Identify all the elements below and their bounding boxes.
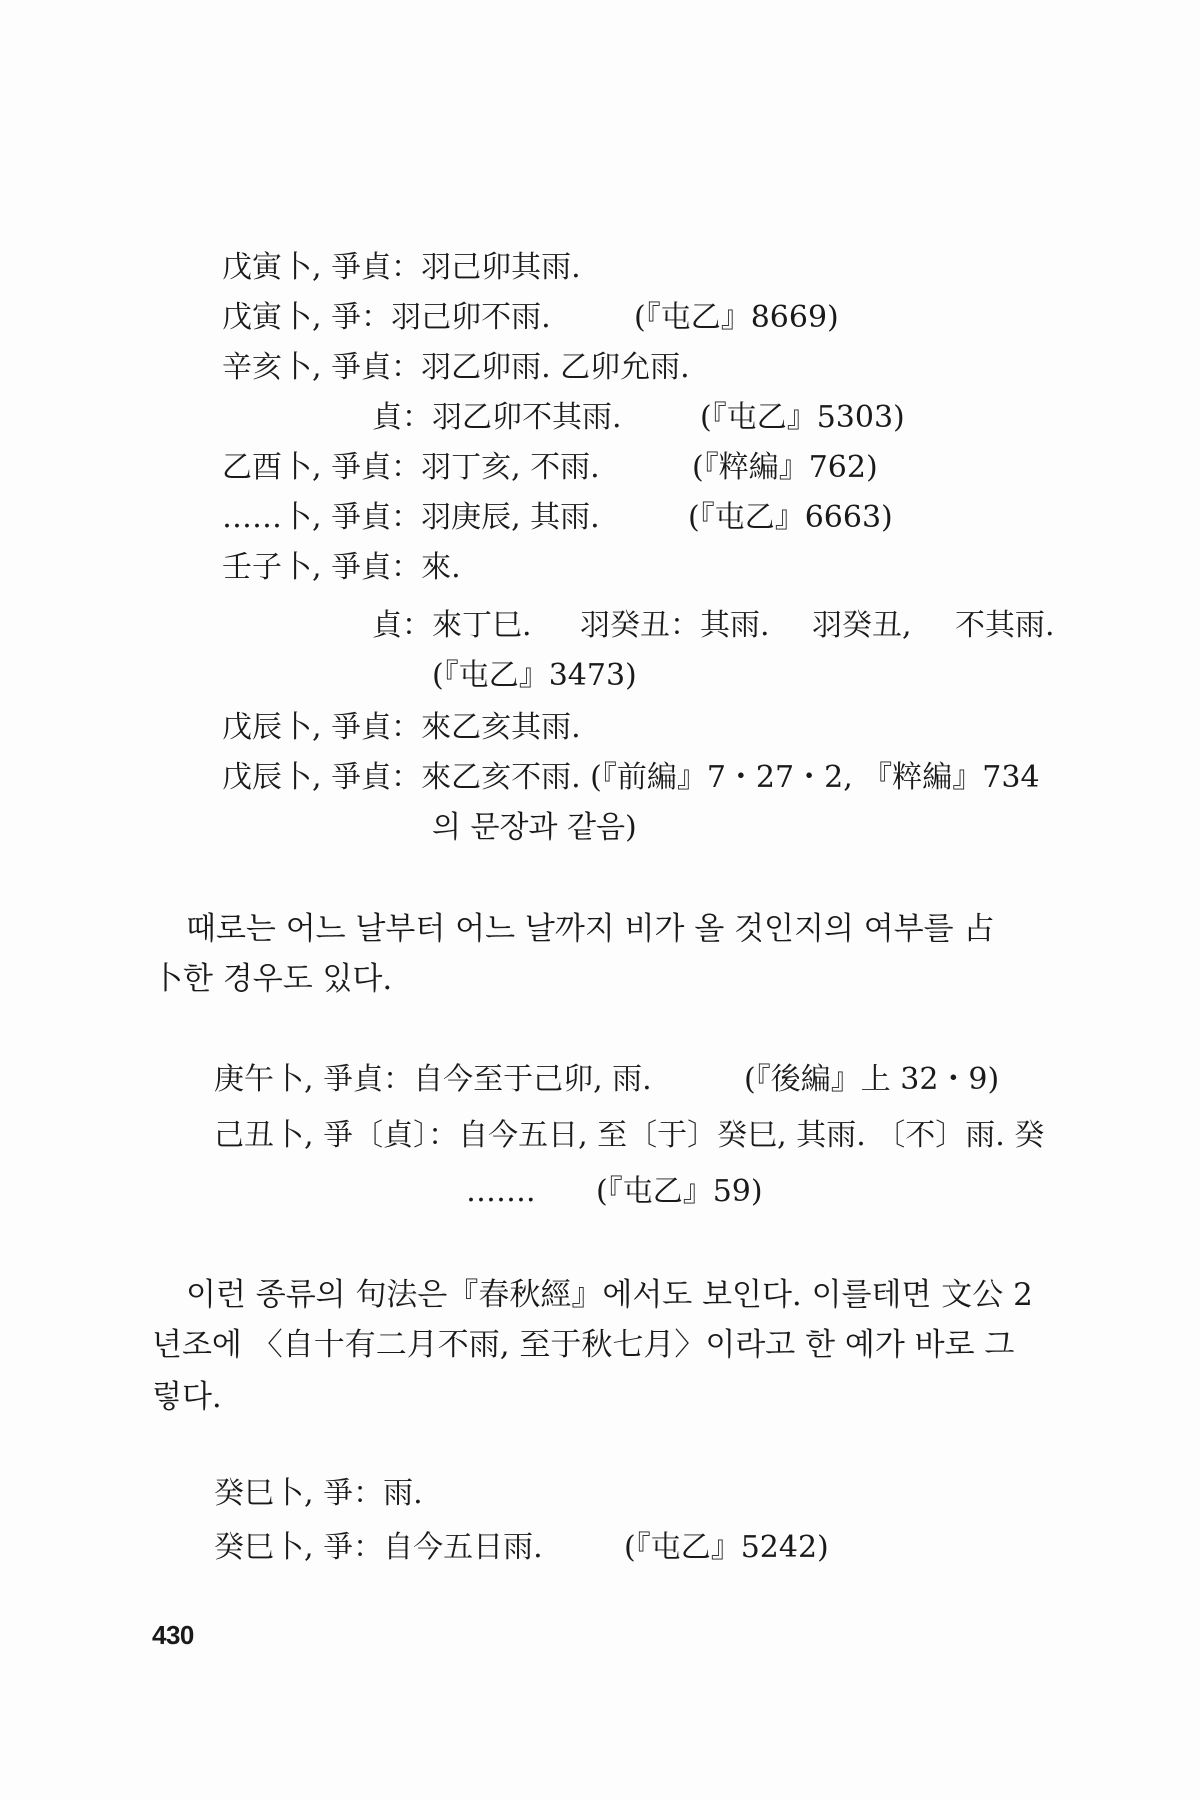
body-text-line: 이런 종류의 句法은『春秋經』에서도 보인다. 이를테면 文公 2 [186, 1277, 1033, 1313]
inscription-line: 戊辰卜, 爭貞：來乙亥其雨. [222, 710, 581, 745]
inscription-line: 貞：來丁巳. [372, 608, 532, 643]
body-text-line: 렇다. [152, 1379, 222, 1415]
citation: (『後編』上 32・9) [744, 1062, 1000, 1097]
inscription-line: ……卜, 爭貞：羽庚辰, 其雨. [222, 500, 600, 535]
citation: (『屯乙』59) [596, 1174, 763, 1209]
inscription-line: 의 문장과 같음) [432, 810, 637, 845]
inscription-line: ……. [466, 1174, 536, 1209]
body-text-line: 년조에 〈自十有二月不雨, 至于秋七月〉이라고 한 예가 바로 그 [152, 1327, 1015, 1363]
body-text-line: 때로는 어느 날부터 어느 날까지 비가 올 것인지의 여부를 占 [186, 911, 995, 947]
inscription-line: 壬子卜, 爭貞：來. [222, 550, 461, 585]
citation: (『屯乙』5303) [700, 400, 905, 435]
inscription-line: 乙酉卜, 爭貞：羽丁亥, 不雨. [222, 450, 600, 485]
inscription-line: 癸巳卜, 爭：自今五日雨. [214, 1530, 543, 1565]
citation: (『屯乙』3473) [432, 658, 637, 693]
citation: (『屯乙』5242) [624, 1530, 829, 1565]
inscription-line: 戊辰卜, 爭貞：來乙亥不雨. (『前編』7・27・2, 『粹編』734 [222, 760, 1040, 795]
inscription-line: 庚午卜, 爭貞：自今至于己卯, 雨. [214, 1062, 652, 1097]
inscription-line: 貞：羽乙卯不其雨. [372, 400, 622, 435]
inscription-line: 癸巳卜, 爭：雨. [214, 1476, 423, 1511]
inscription-line: 不其雨. [955, 608, 1055, 643]
citation: (『屯乙』8669) [634, 300, 839, 335]
inscription-line: 戊寅卜, 爭貞：羽己卯其雨. [222, 250, 581, 285]
inscription-line: 羽癸丑：其雨. [580, 608, 770, 643]
citation: (『屯乙』6663) [688, 500, 893, 535]
inscription-line: 羽癸丑, [812, 608, 912, 643]
citation: (『粹編』762) [692, 450, 878, 485]
inscription-line: 戊寅卜, 爭：羽己卯不雨. [222, 300, 551, 335]
inscription-line: 辛亥卜, 爭貞：羽乙卯雨. 乙卯允雨. [222, 350, 690, 385]
body-text-line: 卜한 경우도 있다. [152, 961, 393, 997]
page-number: 430 [152, 1620, 194, 1650]
inscription-line: 己丑卜, 爭〔貞〕：自今五日, 至〔于〕癸巳, 其雨. 〔不〕雨. 癸 [214, 1118, 1045, 1153]
